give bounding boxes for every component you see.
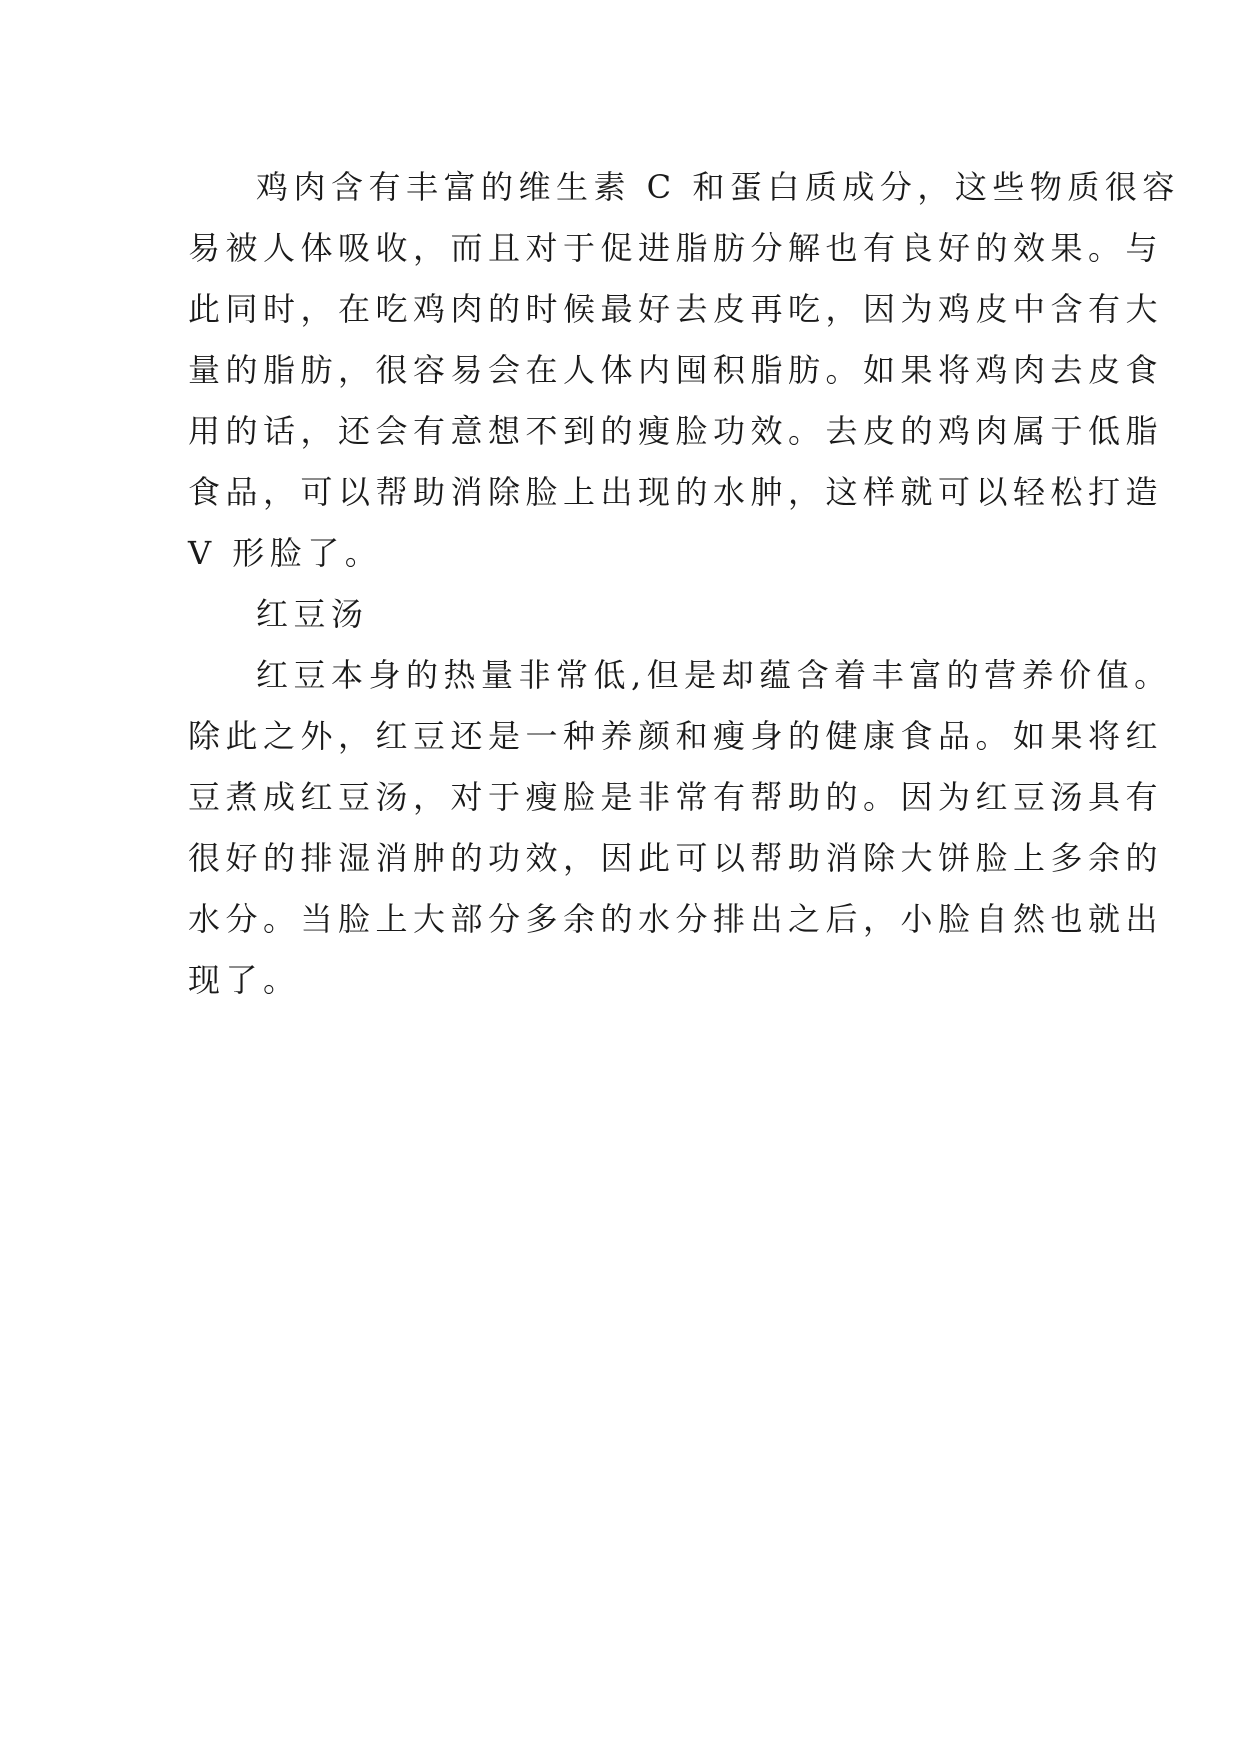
paragraph-line: 鸡肉含有丰富的维生素 C 和蛋白质成分，这些物质很容 — [256, 168, 1180, 206]
paragraph-line: 除此之外，红豆还是一种养颜和瘦身的健康食品。如果将红 — [188, 717, 1164, 755]
paragraph-line: 水分。当脸上大部分多余的水分排出之后，小脸自然也就出 — [188, 900, 1164, 938]
paragraph-line: 量的脂肪，很容易会在人体内囤积脂肪。如果将鸡肉去皮食 — [188, 351, 1164, 389]
paragraph-line: 豆煮成红豆汤，对于瘦脸是非常有帮助的。因为红豆汤具有 — [188, 778, 1164, 816]
section-heading: 红豆汤 — [256, 595, 369, 633]
paragraph-line: 易被人体吸收，而且对于促进脂肪分解也有良好的效果。与 — [188, 229, 1164, 267]
paragraph-line: 现了。 — [188, 961, 301, 999]
paragraph-line: 食品，可以帮助消除脸上出现的水肿，这样就可以轻松打造 — [188, 473, 1164, 511]
paragraph-line: 此同时，在吃鸡肉的时候最好去皮再吃，因为鸡皮中含有大 — [188, 290, 1164, 328]
paragraph-line: V 形脸了。 — [188, 534, 383, 572]
paragraph-line: 用的话，还会有意想不到的瘦脸功效。去皮的鸡肉属于低脂 — [188, 412, 1164, 450]
paragraph-line: 很好的排湿消肿的功效，因此可以帮助消除大饼脸上多余的 — [188, 839, 1164, 877]
paragraph-line: 红豆本身的热量非常低,但是却蕴含着丰富的营养价值。 — [256, 656, 1172, 694]
